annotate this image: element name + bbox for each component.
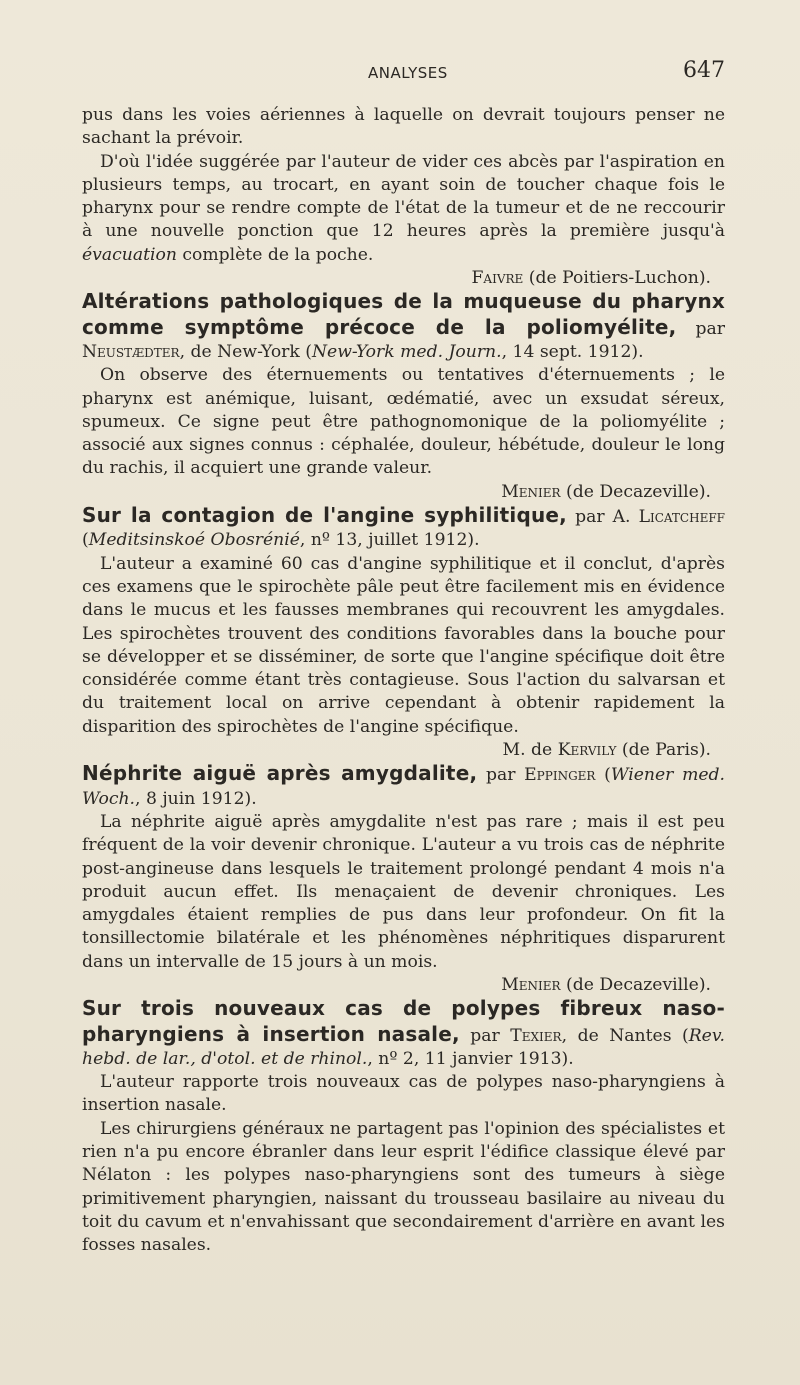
- article: [82, 504, 725, 762]
- article-heading: [82, 762, 725, 811]
- article-title: Sur trois nouveaux cas de polypes fibreux naso-pharyngiens à insertion nasale,: [82, 996, 725, 1046]
- page-body: [82, 104, 725, 1258]
- signature-place: (de Decazeville).: [560, 481, 711, 502]
- signature-name: Menier: [501, 481, 561, 502]
- article-title: Altérations pathologiques de la muqueuse du pharynx comme symptôme précoce de la poliomyélite,: [82, 289, 725, 339]
- article-author: Neustædter: [82, 341, 180, 362]
- intro-text: D'où l'idée suggérée par l'auteur de vider ces abcès par l'aspiration en plusieurs temps, au trocart, en ayant soin de toucher chaque fois le pharynx pour se rendre compte de l'état de la tumeur et de ne reccourir à une nouvelle ponction que 12 heures après la première jusqu'à: [82, 151, 725, 242]
- article-title: Néphrite aiguë après amygdalite,: [82, 761, 478, 786]
- article-journal: New-York med. Journ.: [311, 341, 502, 362]
- signature-name: Kervily: [557, 740, 617, 761]
- article-body: L'auteur a examiné 60 cas d'angine syphilitique et il conclut, d'après ces examens que le spirochète pâle peut être facilement mis en évidence dans le mucus et les fausses membranes qui recouvrent les amygdales. Les spirochètes trouvent des conditions favorables dans la bouche pour se développer et se disséminer, de sorte que l'angine spécifique doit être considérée comme étant très contagieuse. Sous l'action du salvarsan et du traitement local on arrive cependant à obtenir rapidement la disparition des spirochètes de l'angine spécifique.: [82, 553, 725, 737]
- article-title: Sur la contagion de l'angine syphilitique,: [82, 503, 567, 528]
- signature-prefix: M. de: [502, 740, 558, 761]
- article-author: Texier: [510, 1025, 562, 1046]
- signature-place: (de Poitiers-Luchon).: [523, 268, 711, 289]
- article: [82, 997, 725, 1257]
- article-body: L'auteur rapporte trois nouveaux cas de polypes naso-pharyngiens à insertion nasale.: [82, 1072, 725, 1116]
- article-body: La néphrite aiguë après amygdalite n'est pas rare ; mais il est peu fréquent de la voir devenir chronique. L'auteur a vu trois cas de néphrite post-angineuse dans lesquels le traitement prolongé pendant 4 mois n'a produit aucun effet. Ils menaçaient de devenir chroniques. Les amygdales étaient remplies de pus dans leur profondeur. On fit la tonsillectomie bilatérale et les phénomènes néphritiques disparurent dans un intervalle de 15 jours à un mois.: [82, 811, 725, 972]
- signature: [82, 481, 725, 504]
- running-title: ANALYSES: [368, 64, 448, 82]
- intro-italic: évacuation: [82, 244, 177, 265]
- article-journal: Rev. hebd. de lar., d'otol. et de rhinol.: [82, 1025, 725, 1069]
- article-heading: [82, 504, 725, 553]
- signature: [82, 267, 725, 290]
- signature-name: Faivre: [471, 268, 524, 289]
- article-heading: [82, 997, 725, 1071]
- page-number: 647: [683, 58, 725, 83]
- signature: [82, 974, 725, 997]
- article-author: Eppinger: [524, 765, 596, 786]
- intro-text-end: complète de la poche.: [176, 244, 374, 265]
- article-by: par: [459, 1025, 511, 1046]
- signature-name: Menier: [501, 974, 561, 995]
- signature-place: (de Decazeville).: [560, 974, 711, 995]
- article-journal: Meditsinskoé Obosrénié: [88, 530, 300, 551]
- page-header: [80, 58, 725, 88]
- article-ref-date: , 14 sept. 1912).: [501, 341, 644, 362]
- article-by: par: [676, 318, 726, 339]
- article-ref: (: [595, 765, 611, 786]
- article-ref: (: [82, 530, 89, 551]
- article-author: Licatcheff: [638, 507, 725, 528]
- article-by: par A.: [566, 507, 639, 528]
- intro-paragraph-continued: pus dans les voies aériennes à laquelle on devrait toujours penser ne sachant la prévoir.: [82, 105, 725, 149]
- article-ref: , de New-York (: [179, 341, 312, 362]
- article-ref-date: , nº 2, 11 janvier 1913).: [367, 1048, 574, 1069]
- intro-paragraph: [82, 151, 725, 267]
- article-heading: [82, 290, 725, 364]
- article-body: Les chirurgiens généraux ne partagent pas l'opinion des spécialistes et rien n'a pu encore ébranler dans leur esprit l'édifice classique élevé par Nélaton : les polypes naso-pharyngiens sont des tumeurs à siège primitivement pharyngien, naissant du trousseau basilaire au niveau du toit du cavum et n'envahissant que secondairement d'arrière en avant les fosses nasales.: [82, 1118, 725, 1256]
- article: [82, 290, 725, 504]
- article-ref-date: , nº 13, juillet 1912).: [299, 530, 480, 551]
- article-journal: Wiener med. Woch.: [82, 765, 725, 809]
- article-by: par: [477, 765, 525, 786]
- article-ref: , de Nantes (: [561, 1025, 689, 1046]
- signature-place: (de Paris).: [616, 740, 711, 761]
- article-ref-date: , 8 juin 1912).: [135, 788, 257, 809]
- signature: [82, 739, 725, 762]
- article-body: On observe des éternuements ou tentatives d'éternuements ; le pharynx est anémique, luisant, œdématié, avec un exsudat séreux, spumeux. Ce signe peut être pathognomonique de la poliomyélite ; associé aux signes connus : céphalée, douleur, hébétude, douleur le long du rachis, il acquiert une grande valeur.: [82, 365, 725, 479]
- article: [82, 762, 725, 997]
